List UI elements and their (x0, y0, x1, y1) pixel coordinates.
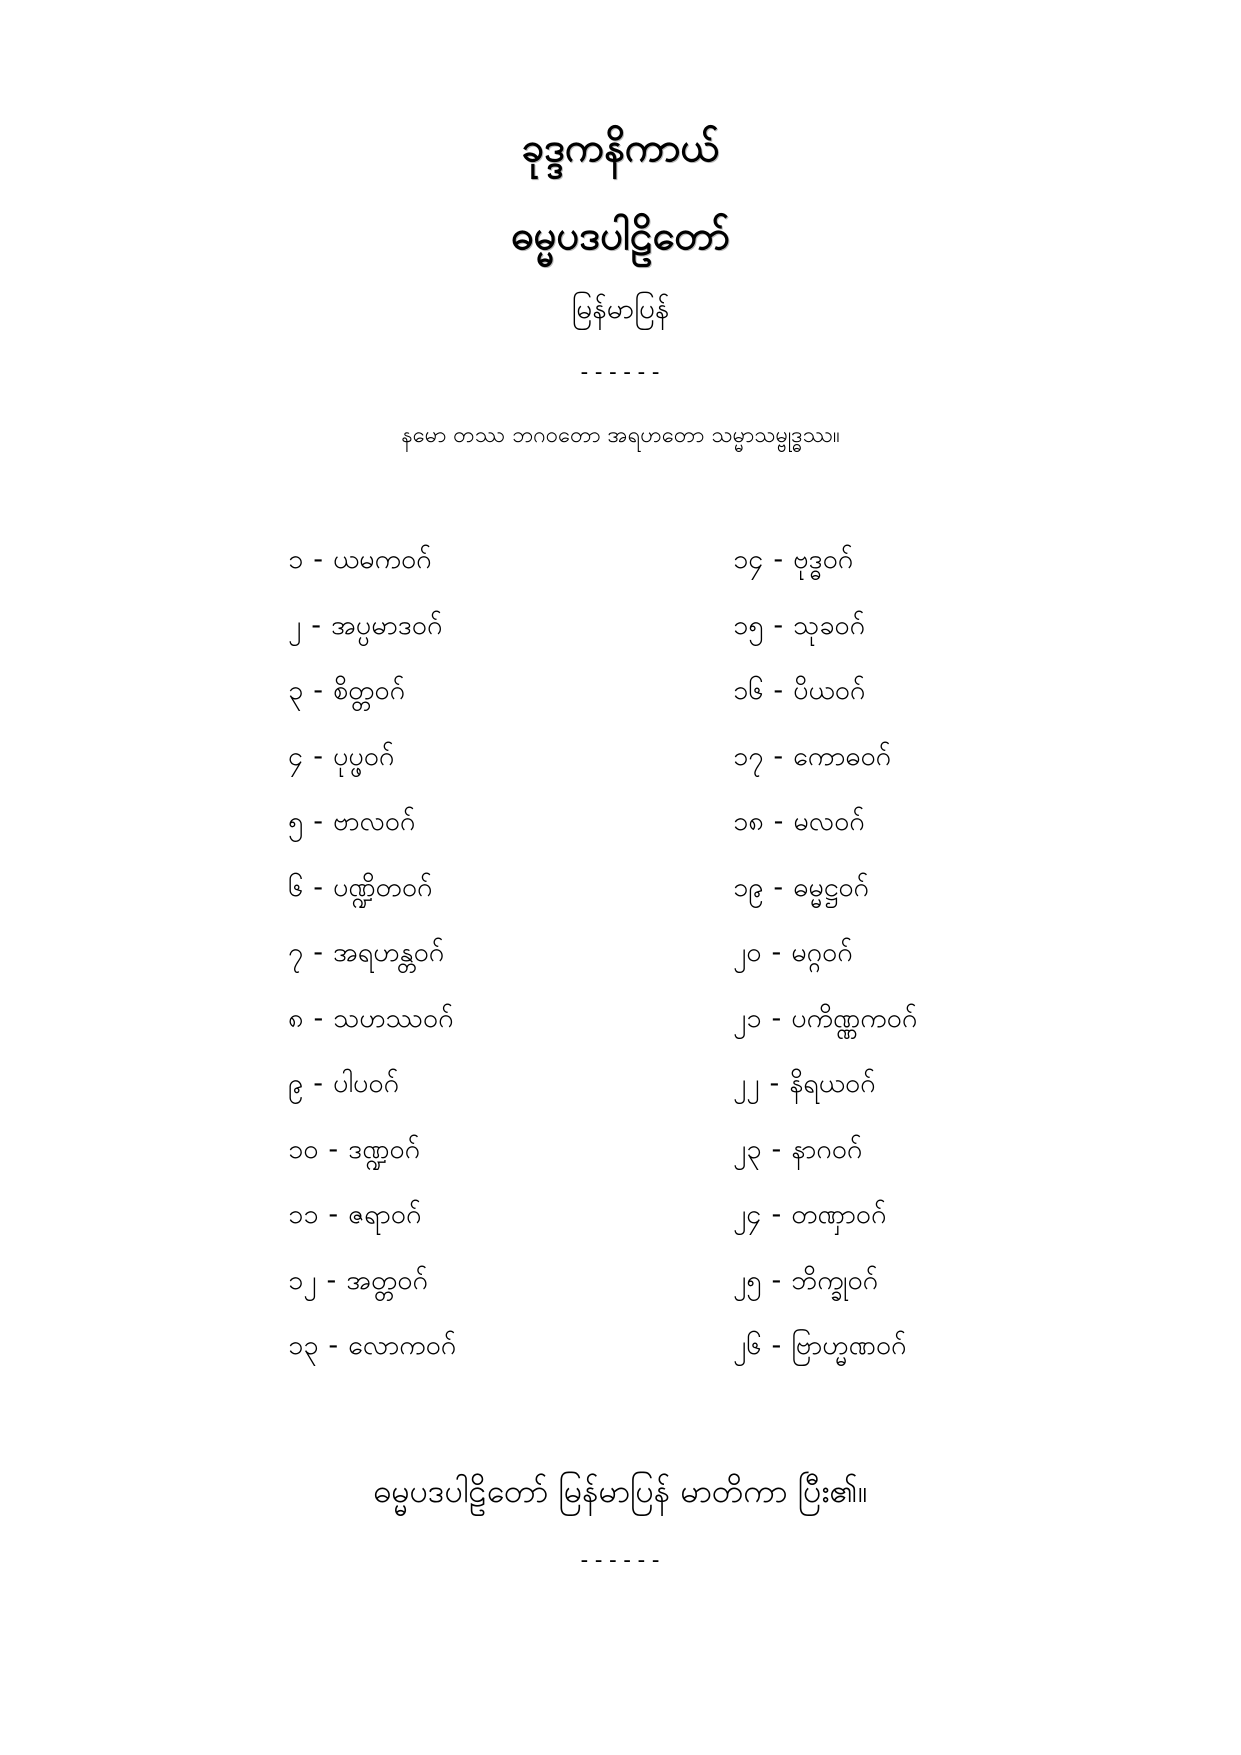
toc-item-title: ယမကဝဂ် (332, 544, 432, 575)
toc-item-title: မဂ္ဂဝဂ် (791, 937, 853, 968)
toc-item (733, 737, 1093, 803)
toc-item-separator: - (773, 544, 784, 575)
toc-item (733, 540, 1093, 606)
toc-item-separator: - (771, 937, 782, 968)
toc-item-number: ၇ (288, 937, 304, 968)
toc-right-column (733, 540, 1093, 1392)
toc-item-number: ၂ (288, 609, 302, 641)
toc-item (288, 868, 648, 934)
toc-item (288, 1261, 648, 1327)
toc-item-separator: - (771, 1199, 782, 1230)
toc-item (288, 1195, 648, 1261)
toc-item-separator: - (313, 937, 323, 968)
toc-item (288, 1130, 648, 1196)
toc-item-title: ဓမ္မဋ္ဌဝဂ် (793, 871, 869, 903)
toc-item-separator: - (771, 1264, 782, 1296)
toc-item-title: ပိယဝဂ် (793, 675, 866, 706)
toc-item-title: ပကိဏ္ဏကဝဂ် (791, 1002, 918, 1034)
toc-item-title: စိတ္တဝဂ် (332, 675, 405, 706)
toc-item (288, 999, 648, 1065)
toc-item-number: ၂၂ (733, 1068, 760, 1099)
toc-item-number: ၁ (288, 544, 304, 575)
toc-item (733, 1130, 1093, 1196)
toc-item-separator: - (771, 1002, 782, 1034)
toc-item-separator: - (326, 1264, 337, 1296)
toc-item-number: ၁၀ (288, 1133, 319, 1165)
toc-item-separator: - (328, 1133, 339, 1165)
toc-item-separator: - (313, 806, 323, 837)
toc-item-title: အရဟန္တဝဂ် (332, 937, 445, 968)
toc-item-separator: - (328, 1330, 339, 1361)
toc-item-title: ဒဏ္ဍဝဂ် (348, 1133, 421, 1165)
toc-item-title: သုခဝဂ် (793, 609, 866, 641)
toc-item (733, 1064, 1093, 1130)
toc-item-number: ၂၄ (733, 1199, 762, 1230)
toc-item-title: ဗာလဝဂ် (332, 806, 416, 837)
toc-item-number: ၁၂ (288, 1264, 317, 1296)
toc-item-separator: - (313, 740, 323, 772)
toc-item-separator: - (313, 1002, 324, 1034)
toc-item (288, 1326, 648, 1392)
toc-item-title: နိရယဝဂ် (789, 1068, 876, 1099)
toc-item-number: ၁၃ (288, 1330, 319, 1361)
toc-item (288, 737, 648, 803)
toc-item-number: ၅ (288, 806, 304, 837)
toc-item (288, 1064, 648, 1130)
toc-item-separator: - (771, 1133, 782, 1165)
toc-item-title: ဘိက္ခုဝဂ် (791, 1264, 879, 1296)
toc-item-number: ၂၆ (733, 1330, 762, 1361)
homage-line: နမော တဿ ဘဂဝတော အရဟတော သမ္မာသမ္ဗုဒ္ဓဿ။ (401, 423, 840, 448)
toc-item-separator: - (773, 675, 784, 706)
toc-item-title: တဏှာဝဂ် (791, 1199, 887, 1230)
toc-item-number: ၁၇ (733, 740, 764, 772)
toc-item-separator: - (313, 871, 323, 903)
toc-item-title: အပ္ပမာဒဝဂ် (331, 609, 443, 641)
bottom-divider: ------ (577, 1548, 664, 1573)
toc-item-title: ဗြာဟ္မဏဝဂ် (791, 1330, 907, 1361)
toc-item-separator: - (769, 1068, 780, 1099)
toc-item-number: ၂၁ (733, 1002, 762, 1034)
toc-item-title: လောကဝဂ် (348, 1330, 457, 1361)
toc-item-number: ၃ (288, 675, 304, 706)
toc-item-title: ပဏ္ဍိတဝဂ် (332, 871, 433, 903)
toc-item (733, 1261, 1093, 1327)
toc-item (733, 868, 1093, 934)
toc-item (733, 1326, 1093, 1392)
top-divider: ------ (577, 360, 664, 385)
toc-item (733, 802, 1093, 868)
toc-item-number: ၁၈ (733, 806, 764, 837)
toc-item-separator: - (313, 1068, 323, 1099)
toc-item-number: ၁၁ (288, 1199, 319, 1230)
toc-item-number: ၁၅ (733, 609, 764, 641)
toc-item-title: နာဂဝဂ် (791, 1133, 863, 1165)
toc-item-separator: - (773, 871, 784, 903)
closing-line: ဓမ္မပဒပါဠိတော် မြန်မာပြန် မာတိကာ ပြီး၏။ (373, 1472, 868, 1510)
toc-item-number: ၁၆ (733, 675, 764, 706)
toc-item-number: ၂၅ (733, 1264, 762, 1296)
toc-item-title: မလဝဂ် (793, 806, 865, 837)
toc-item-title: ကောဓဝဂ် (793, 740, 892, 772)
toc-left-column (288, 540, 648, 1392)
toc-item-separator: - (311, 609, 322, 641)
toc-item-separator: - (313, 675, 323, 706)
toc-item (733, 999, 1093, 1065)
collection-title: ခုဒ္ဒကနိကာယ် (521, 125, 720, 171)
toc-item-separator: - (328, 1199, 339, 1230)
toc-item-title: ပါပဝဂ် (332, 1068, 399, 1099)
toc-item (733, 671, 1093, 737)
toc-item (288, 933, 648, 999)
toc-item-separator: - (313, 544, 323, 575)
toc-item-number: ၁၄ (733, 544, 764, 575)
toc-item (288, 802, 648, 868)
toc-item-number: ၄ (288, 740, 304, 772)
toc-item-title: ပုပ္ဖဝဂ် (332, 740, 395, 772)
toc-item-number: ၁၉ (733, 871, 764, 903)
toc-item-title: သဟဿဝဂ် (333, 1002, 454, 1034)
toc-item (733, 606, 1093, 672)
toc-item-separator: - (773, 740, 784, 772)
translation-subtitle: မြန်မာပြန် (571, 292, 670, 325)
toc-item-separator: - (773, 609, 784, 641)
toc-item-number: ၈ (288, 1002, 304, 1034)
toc-item-number: ၂၀ (733, 937, 762, 968)
toc-item (733, 1195, 1093, 1261)
toc-item-title: ဗုဒ္ဓဝဂ် (793, 544, 854, 575)
toc-item-number: ၆ (288, 871, 304, 903)
toc-item-title: ဇရာဝဂ် (348, 1199, 422, 1230)
toc-item (288, 606, 648, 672)
toc-item-number: ၉ (288, 1068, 304, 1099)
toc-item-separator: - (773, 806, 784, 837)
book-title: ဓမ္မပဒပါဠိတော် (511, 213, 730, 259)
toc-item (288, 671, 648, 737)
toc-item-separator: - (771, 1330, 782, 1361)
toc-item-number: ၂၃ (733, 1133, 762, 1165)
toc-item (288, 540, 648, 606)
toc-item-title: အတ္တဝဂ် (346, 1264, 428, 1296)
toc-item (733, 933, 1093, 999)
